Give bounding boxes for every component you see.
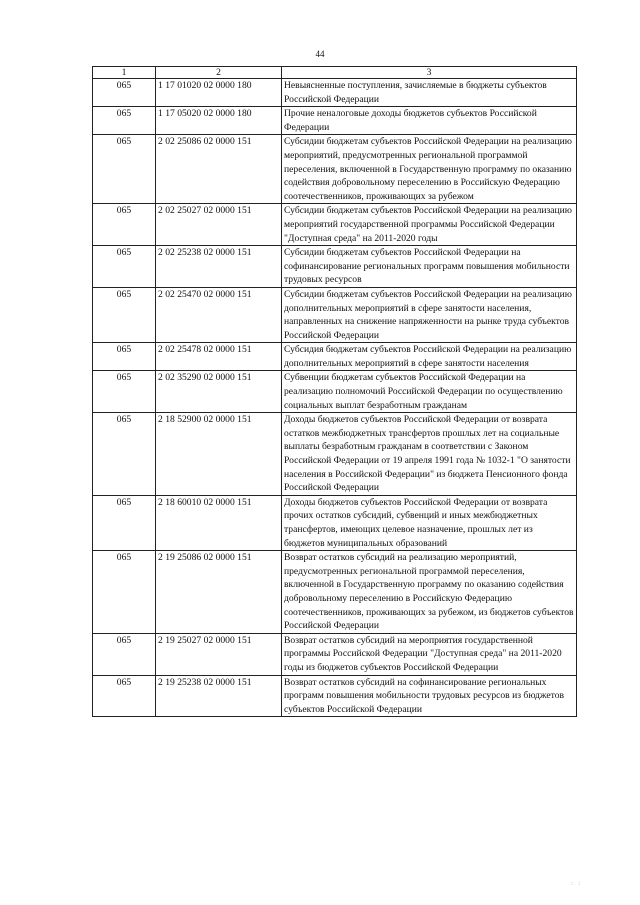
income-code-cell: 2 02 25027 02 0000 151: [156, 204, 282, 246]
income-code-cell: 2 02 35290 02 0000 151: [156, 371, 282, 413]
table-row: [93, 107, 577, 135]
admin-code-cell: 065: [93, 495, 156, 550]
admin-code-cell: 065: [93, 551, 156, 634]
table-row: [93, 633, 577, 675]
page-number: 44: [315, 49, 325, 59]
income-code-cell: 2 02 25470 02 0000 151: [156, 287, 282, 342]
income-code-cell: 2 02 25478 02 0000 151: [156, 343, 282, 371]
admin-code-cell: 065: [93, 675, 156, 717]
admin-code-cell: 065: [93, 204, 156, 246]
income-code-cell: 2 19 25027 02 0000 151: [156, 633, 282, 675]
description-cell: Субсидии бюджетам субъектов Российской Федерации на реализацию мероприятий государственной программы Российской Федерации "Доступная среда" на 2011-2020 годы: [282, 204, 577, 246]
column-header-1: 1: [93, 67, 156, 79]
description-cell: Субсидия бюджетам субъектов Российской Федерации на реализацию дополнительных мероприятий в сфере занятости населения: [282, 343, 577, 371]
description-cell: Возврат остатков субсидий на реализацию мероприятий, предусмотренных региональной программой переселения, включенной в Государственную программу по оказанию содействия добровольному переселению в Российскую Федерацию соотечественников, проживающих за рубежом, из бюджетов субъектов Российской Федерации: [282, 551, 577, 634]
admin-code-cell: 065: [93, 371, 156, 413]
description-cell: Субсидии бюджетам субъектов Российской Федерации на реализацию мероприятий, предусмотренных региональной программой переселения, включенной в Государственную программу по оказанию содействия добровольному переселению в Российскую Федерацию соотечественников, проживающих за рубежом: [282, 135, 577, 204]
table-row: [93, 343, 577, 371]
table-row: [93, 204, 577, 246]
income-code-cell: 2 18 60010 02 0000 151: [156, 495, 282, 550]
table-row: [93, 413, 577, 496]
income-code-cell: 1 17 05020 02 0000 180: [156, 107, 282, 135]
table-row: [93, 79, 577, 107]
scan-corner-mark: : :: [571, 881, 582, 887]
admin-code-cell: 065: [93, 413, 156, 496]
income-code-cell: 2 02 25238 02 0000 151: [156, 246, 282, 288]
income-code-cell: 2 19 25086 02 0000 151: [156, 551, 282, 634]
admin-code-cell: 065: [93, 287, 156, 342]
income-code-cell: 2 02 25086 02 0000 151: [156, 135, 282, 204]
admin-code-cell: 065: [93, 135, 156, 204]
description-cell: Субсидии бюджетам субъектов Российской Федерации на реализацию дополнительных мероприятий в сфере занятости населения, направленных на снижение напряженности на рынке труда субъектов Российской Федерации: [282, 287, 577, 342]
admin-code-cell: 065: [93, 343, 156, 371]
description-cell: Возврат остатков субсидий на мероприятия государственной программы Российской Федерации "Доступная среда" на 2011-2020 годы из бюджетов субъектов Российской Федерации: [282, 633, 577, 675]
budget-codes-table: [92, 66, 577, 717]
table-row: [93, 246, 577, 288]
table-row: [93, 135, 577, 204]
table-row: [93, 551, 577, 634]
income-code-cell: 1 17 01020 02 0000 180: [156, 79, 282, 107]
income-code-cell: 2 19 25238 02 0000 151: [156, 675, 282, 717]
description-cell: Субсидии бюджетам субъектов Российской Федерации на софинансирование региональных программ повышения мобильности трудовых ресурсов: [282, 246, 577, 288]
admin-code-cell: 065: [93, 246, 156, 288]
description-cell: Доходы бюджетов субъектов Российской Федерации от возврата остатков межбюджетных трансфертов прошлых лет на социальные выплаты безработным гражданам в соответствии с Законом Российской Федерации от 19 апреля 1991 года № 1032-1 "О занятости населения в Российской Федерации" из бюджета Пенсионного фонда Российской Федерации: [282, 413, 577, 496]
column-header-3: 3: [282, 67, 577, 79]
description-cell: Прочие неналоговые доходы бюджетов субъектов Российской Федерации: [282, 107, 577, 135]
description-cell: Доходы бюджетов субъектов Российской Федерации от возврата прочих остатков субсидий, субвенций и иных межбюджетных трансфертов, имеющих целевое назначение, прошлых лет из бюджетов муниципальных образований: [282, 495, 577, 550]
table-header-row: [93, 67, 577, 79]
income-code-cell: 2 18 52900 02 0000 151: [156, 413, 282, 496]
admin-code-cell: 065: [93, 107, 156, 135]
table-row: [93, 495, 577, 550]
admin-code-cell: 065: [93, 79, 156, 107]
admin-code-cell: 065: [93, 633, 156, 675]
description-cell: Невыясненные поступления, зачисляемые в бюджеты субъектов Российской Федерации: [282, 79, 577, 107]
column-header-2: 2: [156, 67, 282, 79]
table-row: [93, 287, 577, 342]
description-cell: Возврат остатков субсидий на софинансирование региональных программ повышения мобильности трудовых ресурсов из бюджетов субъектов Российской Федерации: [282, 675, 577, 717]
table-row: [93, 675, 577, 717]
table-row: [93, 371, 577, 413]
description-cell: Субвенции бюджетам субъектов Российской Федерации на реализацию полномочий Российской Федерации по осуществлению социальных выплат безработным гражданам: [282, 371, 577, 413]
